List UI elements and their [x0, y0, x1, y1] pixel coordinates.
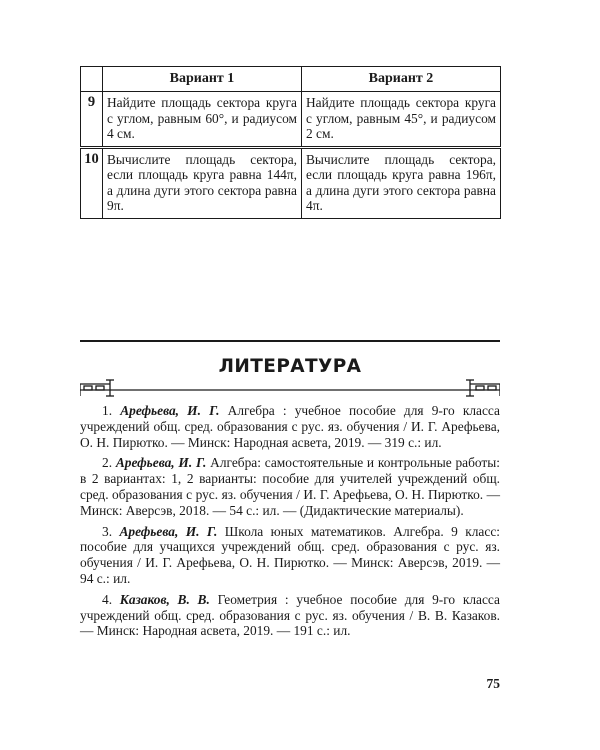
reference-text: Алгебра: самостоятельные и контрольные работы: в 2 вариантах: 1, 2 варианты: пособие для учителей учреждений общ. сред. образования с рус. яз. обучения / И. Г. Арефьева, О. Н. Пирютко. — Минск: Аверсэв, 2018. — 54 с.: ил. — (Дидактические материалы).	[80, 455, 500, 518]
reference-text: Школа юных математиков. Алгебра. 9 класс: пособие для учащихся учреждений общ. сред. образования с рус. яз. обучения / И. Г. Арефьева, О. Н. Пирютко. — Минск: Аверсэв, 2019. — 94 с.: ил.	[80, 523, 500, 586]
task-number: 10	[81, 147, 103, 218]
task-variant-1: Вычислите площадь сектора, если площадь круга равна 144π, а длина дуги этого сектора равна 9π.	[103, 147, 302, 218]
literature-title: ЛИТЕРАТУРА	[218, 356, 362, 377]
tasks-table	[80, 66, 501, 219]
table-header-num	[81, 67, 103, 92]
reference-author: Арефьева, И. Г.	[120, 403, 220, 418]
reference-number: 1.	[102, 403, 113, 418]
reference-item	[80, 524, 500, 587]
reference-author: Арефьева, И. Г.	[115, 455, 207, 471]
reference-text: Геометрия : учебное пособие для 9-го класса учреждений общ. сред. образования с рус. яз. обучения / В. В. Казаков. — Минск: Народная асвета, 2019. — 191 с.: ил.	[80, 591, 500, 639]
references-list	[80, 403, 500, 644]
reference-number: 4.	[102, 591, 113, 607]
section-divider	[80, 340, 500, 342]
task-variant-2: Найдите площадь сектора круга с углом, равным 45°, и радиусом 2 см.	[302, 92, 501, 148]
reference-author: Казаков, В. В.	[119, 591, 210, 607]
reference-item	[80, 455, 500, 518]
reference-item	[80, 592, 500, 639]
reference-text: Алгебра : учебное пособие для 9-го класса учреждений общ. сред. образования с рус. яз. обучения / И. Г. Арефьева, О. Н. Пирютко. — Минск: Народная асвета, 2019. — 319 с.: ил.	[80, 403, 500, 450]
task-number: 9	[81, 92, 103, 148]
reference-number: 3.	[102, 523, 113, 539]
page-number: 75	[486, 676, 500, 691]
table-header-variant-2: Вариант 2	[302, 67, 501, 92]
task-variant-1: Найдите площадь сектора круга с углом, равным 60°, и радиусом 4 см.	[103, 92, 302, 148]
table-header-variant-1: Вариант 1	[103, 67, 302, 92]
heading-ornament	[80, 376, 500, 398]
table-row	[81, 147, 501, 218]
task-variant-2: Вычислите площадь сектора, если площадь круга равна 196π, а длина дуги этого сектора равна 4π.	[302, 147, 501, 218]
reference-item	[80, 403, 500, 450]
table-row	[81, 92, 501, 148]
reference-number: 2.	[102, 455, 113, 471]
reference-author: Арефьева, И. Г.	[119, 523, 218, 539]
table-header-row	[81, 67, 501, 92]
